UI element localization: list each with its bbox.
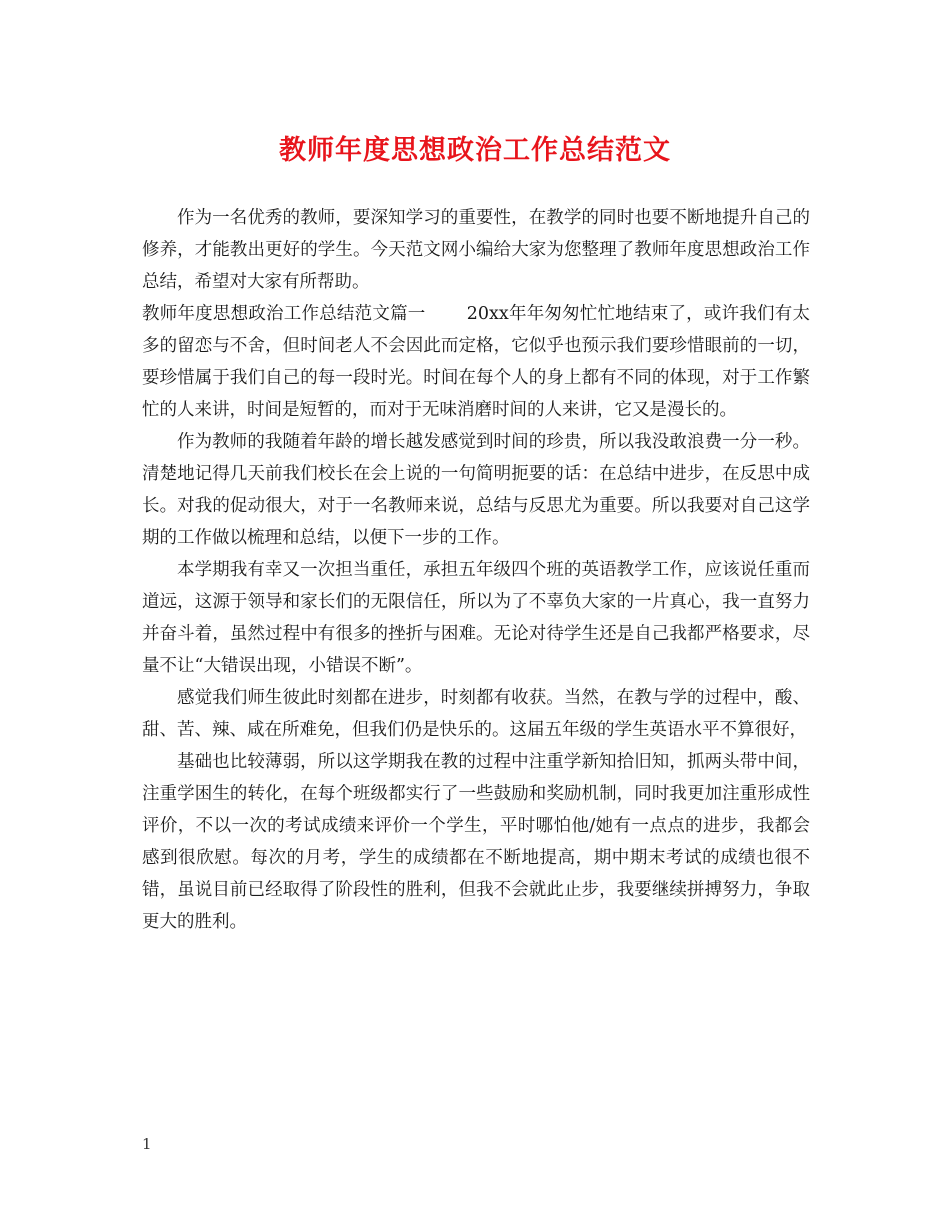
page-number: 1 [142, 1135, 152, 1153]
document-title: 教师年度思想政治工作总结范文 [279, 135, 671, 166]
paragraph-section-one: 教师年度思想政治工作总结范文篇一 20xx年年匆匆忙忙地结束了，或许我们有太多的留恋与不舍，但时间老人不会因此而定格，它似乎也预示我们要珍惜眼前的一切，要珍惜属于我们自己的每一段时光。时间在每个人的身上都有不同的体现，对于工作繁忙的人来讲，时间是短暂的，而对于无味消磨时间的人来讲，它又是漫长的。 [142, 304, 810, 420]
paragraph-progress: 感觉我们师生彼此时刻都在进步，时刻都有收获。当然，在教与学的过程中，酸、甜、苦、辣、咸在所难免，但我们仍是快乐的。这届五年级的学生英语水平不算很好， [142, 688, 810, 740]
paragraph-intro: 作为一名优秀的教师，要深知学习的重要性，在教学的同时也要不断地提升自己的修养，才能教出更好的学生。今天范文网小编给大家为您整理了教师年度思想政治工作总结，希望对大家有所帮助。 [142, 208, 810, 292]
paragraph-time: 作为教师的我随着年龄的增长越发感觉到时间的珍贵，所以我没敢浪费一分一秒。清楚地记得几天前我们校长在会上说的一句简明扼要的话：在总结中进步，在反思中成长。对我的促动很大，对于一名教师来说，总结与反思尤为重要。所以我要对自己这学期的工作做以梳理和总结，以便下一步的工作。 [142, 432, 810, 548]
paragraph-responsibility: 本学期我有幸又一次担当重任，承担五年级四个班的英语教学工作，应该说任重而道远，这源于领导和家长们的无限信任，所以为了不辜负大家的一片真心，我一直努力并奋斗着，虽然过程中有很多的挫折与困难。无论对待学生还是自己我都严格要求，尽量不让“大错误出现，小错误不断”。 [142, 560, 810, 676]
paragraph-methods: 基础也比较薄弱，所以这学期我在教的过程中注重学新知拾旧知，抓两头带中间，注重学困生的转化，在每个班级都实行了一些鼓励和奖励机制，同时我更加注重形成性评价，不以一次的考试成绩来评价一个学生，平时哪怕他/她有一点点的进步，我都会感到很欣慰。每次的月考，学生的成绩都在不断地提高，期中期末考试的成绩也很不错，虽说目前已经取得了阶段性的胜利，但我不会就此止步，我要继续拼搏努力，争取更大的胜利。 [142, 752, 810, 932]
document-body [142, 202, 810, 938]
